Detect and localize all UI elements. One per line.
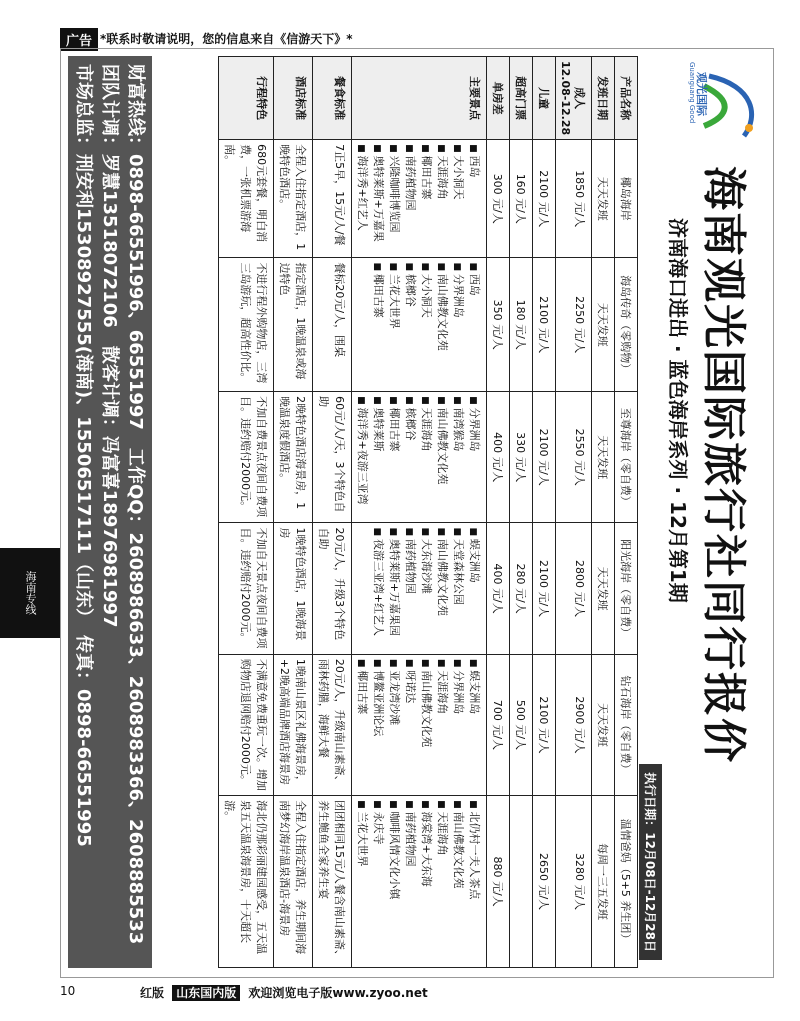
sight-item: ■ 蜈支洲岛 [467,527,483,649]
sight-item: ■ 永庆寺 [371,800,387,963]
price-cell: 2250 元/人 [556,258,592,392]
price-cell: 2550 元/人 [556,392,592,523]
row-label-period: 12.08-12.28 [559,61,572,136]
sight-item: ■ 分界洲岛 [467,396,483,518]
price-cell: 880 元/人 [487,796,510,968]
price-cell: 2650 元/人 [533,796,556,968]
price-cell: 1850 元/人 [556,140,592,258]
sight-item: ■ 天堂森林公园 [451,527,467,649]
hotel-cell: 全程入住指定酒店，1晚特色酒店。 [274,140,313,258]
sight-item: ■ 南山佛教文化苑 [451,800,467,963]
sight-item: ■ 分界洲岛 [451,659,467,791]
exec-date-badge: 执行日期：12月08日-12月28日 [639,764,662,960]
meals-cell: 团团相同15元/人餐含南山素斋、养生鲍鱼全家养生宴 [313,796,352,968]
features-cell: 680元套餐，明白消费，一张机票游海南。 [219,140,274,258]
row-label-adult: 成人 [573,87,586,110]
sight-item: ■ 槟榔谷 [403,396,419,518]
sight-item: ■ 呀诺达 [403,659,419,791]
row-child-price [533,57,556,968]
price-cell: 天天发班 [592,523,615,654]
contact-block [68,56,152,968]
hotel-cell: 1晚南山景区礼佛海景房，+2晚高端品牌酒店海景房 [274,654,313,795]
sight-item: ■ 大小洞天 [451,144,467,253]
sight-item: ■ 博鳌亚洲论坛 [371,659,387,791]
sights-cell [352,796,487,968]
price-cell: 280 元/人 [510,523,533,654]
price-cell: 160 元/人 [510,140,533,258]
series-subtitle: 济南海口进出 · 蓝色海岸系列 · 12月第1期 [666,218,690,603]
price-cell: 钻石海岸（零自费） [615,654,638,795]
hotel-cell: 全程入住指定酒店，养生期间海南梦幻海岸温泉酒店-海景房 [274,796,313,968]
features-cell: 不满意免费重玩一次。增加购物店退网赔付2000元。 [219,654,274,795]
sight-list [371,262,483,387]
price-cell: 2100 元/人 [533,392,556,523]
sights-cell [352,392,487,523]
price-cell: 700 元/人 [487,654,510,795]
sight-item: ■ 南山佛教文化苑 [419,659,435,791]
price-cell: 350 元/人 [487,258,510,392]
price-cell: 300 元/人 [487,140,510,258]
sight-item: ■ 分界洲岛 [451,262,467,387]
price-cell: 2900 元/人 [556,654,592,795]
row-features [219,57,274,968]
price-cell: 2100 元/人 [533,140,556,258]
sight-item: ■ 奥特莱斯+万嘉果园 [387,527,403,649]
sight-item: ■ 椰田古寨 [355,659,371,791]
sight-item: ■ 西岛 [467,144,483,253]
features-cell: 不加自天景点夜间自费项目。违约赔付2000元。 [219,523,274,654]
price-cell: 2100 元/人 [533,654,556,795]
sight-item: ■ 南山佛教文化苑 [435,396,451,518]
contact-line-hotline: 财富热线：0898-66551996、66551997 工作QQ：2608986633、2608983366、2608885533 [125,64,146,945]
hotel-cell: 2晚特色酒店海景房，1晚温泉度假酒店。 [274,392,313,523]
sight-item: ■ 天涯海角 [435,144,451,253]
features-cell: 不进行程外购物店，三湾三岛游玩，超高性价比。 [219,258,274,392]
row-label: 发班日期 [592,57,615,140]
logo-name: 观光国际 [695,72,708,116]
ad-note: *联系时敬请说明，您的信息来自《信游天下》* [100,32,353,46]
edition-region: 山东国内版 [172,985,240,1001]
sight-list [371,527,483,649]
features-cell: 不加自费景点夜间自费项目。违约赔付2000元。 [219,392,274,523]
sight-item: ■ 南山佛教文化苑 [435,262,451,387]
row-meals [313,57,352,968]
row-label: 单房差 [487,57,510,140]
meals-cell: 20元/人，升级3个特色自助 [313,523,352,654]
page-footer [60,984,780,1004]
row-label: 儿童 [533,57,556,140]
side-tab-hainan[interactable]: 海南专线 [0,548,60,638]
logo-en: Guanguang Good [688,62,696,124]
edition-line [140,984,428,1001]
meals-cell: 60元/人/天，3个特色自助 [313,392,352,523]
row-label-sights: 主要景点 [352,57,487,140]
sights-cell [352,258,487,392]
price-table [218,56,638,968]
sight-item: ■ 南药植物园 [403,800,419,963]
sight-item: ■ 大东海沙滩 [419,527,435,649]
row-label-meals: 餐食标准 [313,57,352,140]
sight-item: ■ 南药植物园 [403,144,419,253]
sight-item: ■ 南湾猴岛 [451,396,467,518]
sight-item: ■ 海棠湾+大东海 [419,800,435,963]
price-cell: 温情爸妈（5+5 养生团） [615,796,638,968]
sight-item: ■ 南山佛教文化苑 [435,527,451,649]
price-cell: 椰岛海岸 [615,140,638,258]
price-cell: 天天发班 [592,654,615,795]
sight-list [355,659,483,791]
sight-item: ■ 椰田古寨 [387,396,403,518]
sight-item: ■ 大小洞天 [419,262,435,387]
ad-content [60,48,772,976]
meals-cell: 20元/人，升级南山素斋、雨林药膳，海鲜大餐 [313,654,352,795]
hotel-cell: 指定酒店，1晚温泉或海边特色 [274,258,313,392]
row-label [556,57,592,140]
price-cell: 2100 元/人 [533,523,556,654]
sight-list [355,144,483,253]
price-cell: 3280 元/人 [556,796,592,968]
row-label-features: 行程特色 [219,57,274,140]
price-cell: 400 元/人 [487,523,510,654]
sight-item: ■ 奥特莱斯+万嘉果 [371,144,387,253]
edition-color: 红版 [140,986,165,1000]
page-title: 海南观光国际旅行社同行报价 [698,166,749,764]
sight-item: ■ 天涯海角 [435,659,451,791]
sight-item: ■ 天涯海角 [419,396,435,518]
price-cell: 每周一三五发班 [592,796,615,968]
price-cell: 2800 元/人 [556,523,592,654]
row-label-hotel: 酒店标准 [274,57,313,140]
sight-item: ■ 兰花大世界 [355,800,371,963]
meals-cell: 7正5早，15元/人/餐 [313,140,352,258]
row-departure [592,57,615,968]
meals-cell: 餐标20元/人，围桌 [313,258,352,392]
price-cell: 180 元/人 [510,258,533,392]
row-product-name [615,57,638,968]
row-adult-price [556,57,592,968]
price-cell: 天天发班 [592,258,615,392]
price-cell: 2100 元/人 [533,258,556,392]
row-ticket [510,57,533,968]
sight-item: ■ 槟榔谷 [403,262,419,387]
price-cell: 500 元/人 [510,654,533,795]
features-cell: 海北仍那彩丽建园感受，五天温泉五天温泉海景房，十天超长游。 [219,796,274,968]
price-cell: 阳光海岸（零自费） [615,523,638,654]
sight-item: ■ 海洋秀+夜游三亚湾 [355,396,371,518]
sight-item: ■ 椰田古寨 [371,262,387,387]
contact-line-team: 团队计调：罗慧13518072106 散客计调：冯富喜18976981997 [99,64,120,628]
sight-item: ■ 咖啡风情文化小镇 [387,800,403,963]
sight-item: ■ 兴隆咖啡博览园 [387,144,403,253]
price-cell: 海岛传奇（零购物） [615,258,638,392]
sight-item: ■ 夜游三亚湾+红艺人 [371,527,387,649]
sights-cell [352,523,487,654]
sight-item: ■ 北仍村一夫人茶点 [467,800,483,963]
sight-item: ■ 亚龙湾沙滩 [387,659,403,791]
sight-item: ■ 奥特莱斯 [371,396,387,518]
row-hotel [274,57,313,968]
sight-item: ■ 海洋秀+红艺人 [355,144,371,253]
ad-tag: 广告 [60,28,98,51]
row-label: 超高门票 [510,57,533,140]
sights-cell [352,654,487,795]
sight-item: ■ 兰花大世界 [387,262,403,387]
row-sights [352,57,487,968]
hotel-cell: 1晚特色酒店，1晚海景房 [274,523,313,654]
row-single-room [487,57,510,968]
price-cell [510,796,533,968]
price-cell: 400 元/人 [487,392,510,523]
sight-item: ■ 椰田古寨 [419,144,435,253]
contact-line-director: 市场总监：刑安利15308927555(海南)、15506517111（山东） 传真：0898-66551995 [73,64,94,847]
price-cell: 至尊海岸（零自费） [615,392,638,523]
sight-item: ■ 蜈支洲岛 [467,659,483,791]
sights-cell [352,140,487,258]
sight-list [355,396,483,518]
price-cell: 天天发班 [592,140,615,258]
row-label: 产品名称 [615,57,638,140]
sight-item: ■ 西岛 [467,262,483,387]
price-cell: 330 元/人 [510,392,533,523]
website-link[interactable]: 欢迎浏览电子版www.zyoo.net [248,986,428,1000]
sight-item: ■ 南药植物园 [403,527,419,649]
page-number: 10 [60,984,76,998]
sight-list [355,800,483,963]
ad-header [60,28,780,48]
price-cell: 天天发班 [592,392,615,523]
sight-item: ■ 天涯海角 [435,800,451,963]
